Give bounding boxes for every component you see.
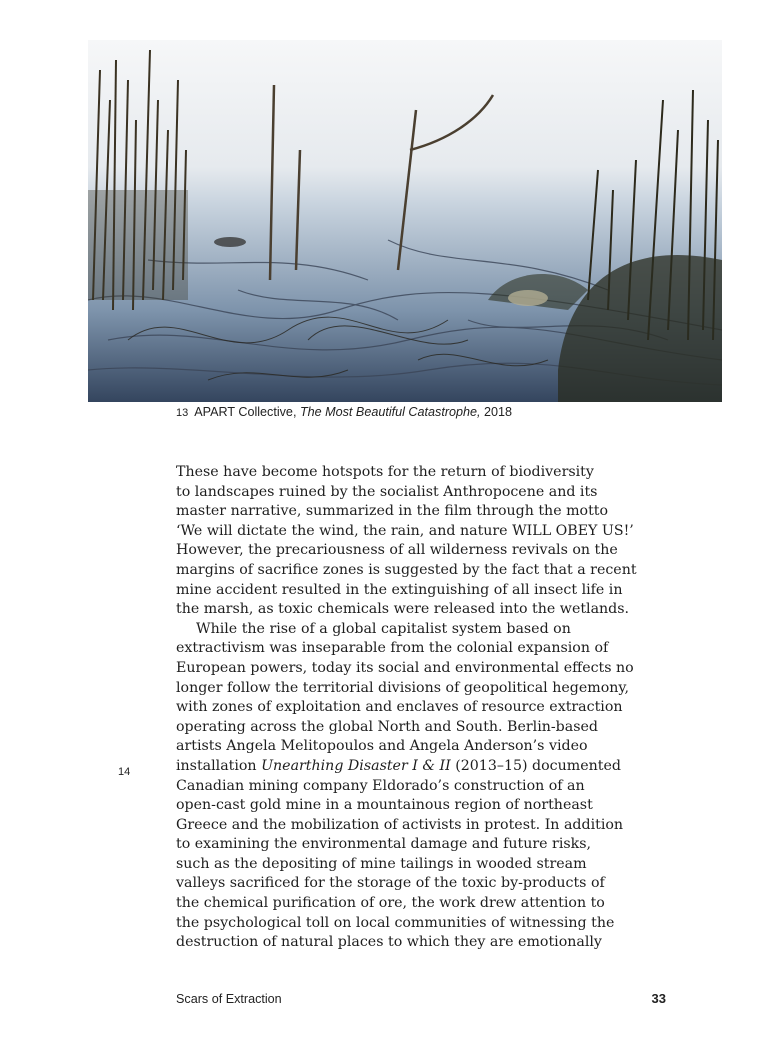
text-line-with-italic bbox=[176, 757, 676, 777]
text-line: such as the depositing of mine tailings in wooded stream bbox=[176, 855, 587, 872]
text-line: the marsh, as toxic chemicals were released into the wetlands. bbox=[176, 601, 630, 618]
text-line: These have become hotspots for the return of biodiversity bbox=[176, 464, 594, 480]
text-line: ‘We will dictate the wind, the rain, and nature WILL OBEY US!’ bbox=[176, 522, 634, 539]
text-line: margins of sacrifice zones is suggested by the fact that a recent bbox=[176, 561, 637, 578]
text-line: Greece and the mobilization of activists in protest. In addition bbox=[176, 816, 624, 833]
marginal-figure-ref: 14 bbox=[118, 766, 131, 778]
text-line: valleys sacrificed for the storage of the toxic by-products of bbox=[176, 875, 605, 892]
text-line: operating across the global North and South. Berlin-based bbox=[176, 718, 598, 735]
text-line: open-cast gold mine in a mountainous region of northeast bbox=[176, 797, 593, 814]
text-line: However, the precariousness of all wilderness revivals on the bbox=[176, 542, 618, 559]
body-text bbox=[176, 463, 676, 953]
text-line: artists Angela Melitopoulos and Angela Anderson’s video bbox=[176, 738, 588, 755]
text-line: the psychological toll on local communities of witnessing the bbox=[176, 914, 615, 931]
text-fragment: installation bbox=[176, 757, 262, 774]
text-line: extractivism was inseparable from the colonial expansion of bbox=[176, 640, 609, 657]
figure-photo bbox=[88, 40, 722, 402]
text-line: with zones of exploitation and enclaves of resource extraction bbox=[176, 699, 623, 716]
work-title: Unearthing Disaster I & II bbox=[261, 757, 451, 774]
text-line: to examining the environmental damage and future risks, bbox=[176, 836, 592, 853]
figure-caption bbox=[176, 405, 736, 419]
text-line: mine accident resulted in the extinguishing of all insect life in bbox=[176, 581, 623, 598]
page-number: 33 bbox=[651, 991, 666, 1006]
marsh-landscape-image bbox=[88, 40, 722, 402]
text-line: destruction of natural places to which they are emotionally bbox=[176, 934, 602, 951]
text-line: longer follow the territorial divisions of geopolitical hegemony, bbox=[176, 679, 630, 696]
text-line: to landscapes ruined by the socialist Anthropocene and its bbox=[176, 483, 598, 500]
running-title: Scars of Extraction bbox=[176, 992, 282, 1006]
text-line: Canadian mining company Eldorado’s construction of an bbox=[176, 777, 585, 794]
caption-suffix: 2018 bbox=[480, 405, 513, 419]
text-line: While the rise of a global capitalist system based on bbox=[196, 620, 571, 637]
text-line: the chemical purification of ore, the work drew attention to bbox=[176, 895, 605, 912]
text-line: European powers, today its social and environmental effects no bbox=[176, 659, 634, 676]
caption-prefix: APART Collective, bbox=[194, 405, 300, 419]
figure-number: 13 bbox=[176, 407, 189, 419]
caption-title: The Most Beautiful Catastrophe, bbox=[299, 405, 481, 419]
text-fragment: (2013–15) documented bbox=[450, 757, 621, 774]
text-line: master narrative, summarized in the film through the motto bbox=[176, 503, 609, 520]
